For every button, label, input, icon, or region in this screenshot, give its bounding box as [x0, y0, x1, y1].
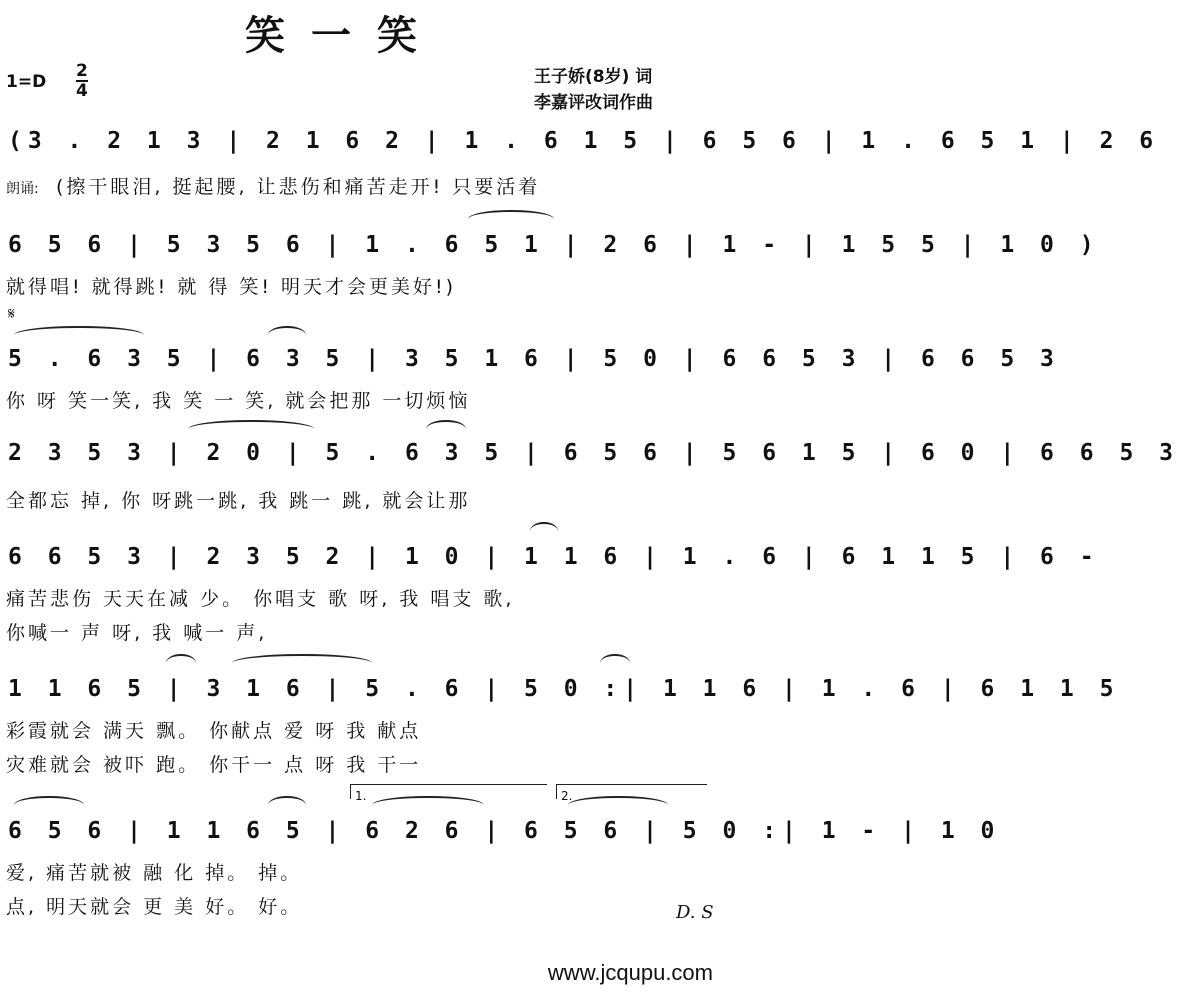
- slur: [268, 796, 306, 814]
- slur: [14, 796, 84, 814]
- lyric-line-4: 全都忘 掉, 你 呀跳一跳, 我 跳一 跳, 就会让那: [6, 490, 471, 512]
- slur: [426, 420, 466, 438]
- slur: [232, 654, 372, 672]
- slur: [188, 420, 314, 438]
- slur: [268, 326, 306, 344]
- volta-2-number: 2.: [561, 789, 573, 803]
- song-title: 笑一笑: [245, 12, 443, 59]
- dal-segno-mark: D. S: [676, 902, 714, 923]
- notes-line-4: 2 3 5 3 | 2 0 | 5 . 6 3 5 | 6 5 6 | 5 6 1 5 | 6 0 | 6 6 5 3: [8, 440, 1179, 466]
- lyric-line-3: 你 呀 笑一笑, 我 笑 一 笑, 就会把那 一切烦恼: [6, 390, 471, 412]
- slur: [530, 522, 558, 540]
- slur: [568, 796, 668, 814]
- time-bottom: 4: [76, 81, 88, 101]
- key-signature: 1=D: [6, 72, 47, 92]
- notes-line-3: 5 . 6 3 5 | 6 3 5 | 3 5 1 6 | 5 0 | 6 6 5 3 | 6 6 5 3: [8, 346, 1060, 372]
- notes-line-7: 6 5 6 | 1 1 6 5 | 6 2 6 | 6 5 6 | 5 0 :| 1 - | 1 0: [8, 818, 1001, 844]
- composer: 李嘉评改词作曲: [534, 93, 653, 113]
- notes-line-1: (3 . 2 1 3 | 2 1 6 2 | 1 . 6 1 5 | 6 5 6 | 1 . 6 5 1 | 2 6: [8, 128, 1160, 154]
- lyric-line-1: (擦干眼泪, 挺起腰, 让悲伤和痛苦走开! 只要活着: [56, 176, 541, 198]
- slur: [600, 654, 630, 672]
- lyric-line-7b: 点, 明天就会 更 美 好。 好。: [6, 896, 303, 918]
- recite-label: 朗诵:: [6, 181, 39, 197]
- slur: [14, 326, 144, 344]
- volta-1-number: 1.: [355, 789, 367, 803]
- slur: [468, 210, 554, 228]
- watermark: www.jcqupu.com: [547, 960, 713, 985]
- time-signature: [76, 62, 88, 100]
- lyric-line-2: 就得唱! 就得跳! 就 得 笑! 明天才会更美好!): [6, 276, 457, 298]
- notes-line-5: 6 6 5 3 | 2 3 5 2 | 1 0 | 1 1 6 | 1 . 6 | 6 1 1 5 | 6 -: [8, 544, 1100, 570]
- lyric-line-5b: 你喊一 声 呀, 我 喊一 声,: [6, 622, 268, 644]
- time-top: 2: [76, 61, 88, 81]
- lyric-line-5a: 痛苦悲伤 天天在减 少。 你唱支 歌 呀, 我 唱支 歌,: [6, 588, 515, 610]
- lyricist: 王子娇(8岁) 词: [534, 67, 653, 87]
- slur: [166, 654, 196, 672]
- slur: [372, 796, 484, 814]
- lyric-line-6a: 彩霞就会 满天 飘。 你献点 爱 呀 我 献点: [6, 720, 422, 742]
- segno-mark: 𝄋: [8, 304, 15, 323]
- notes-line-2: 6 5 6 | 5 3 5 6 | 1 . 6 5 1 | 2 6 | 1 - | 1 5 5 | 1 0 ): [8, 232, 1100, 258]
- notes-line-6: 1 1 6 5 | 3 1 6 | 5 . 6 | 5 0 :| 1 1 6 | 1 . 6 | 6 1 1 5: [8, 676, 1120, 702]
- lyric-line-6b: 灾难就会 被吓 跑。 你干一 点 呀 我 干一: [6, 754, 422, 776]
- lyric-line-7a: 爱, 痛苦就被 融 化 掉。 掉。: [6, 862, 303, 884]
